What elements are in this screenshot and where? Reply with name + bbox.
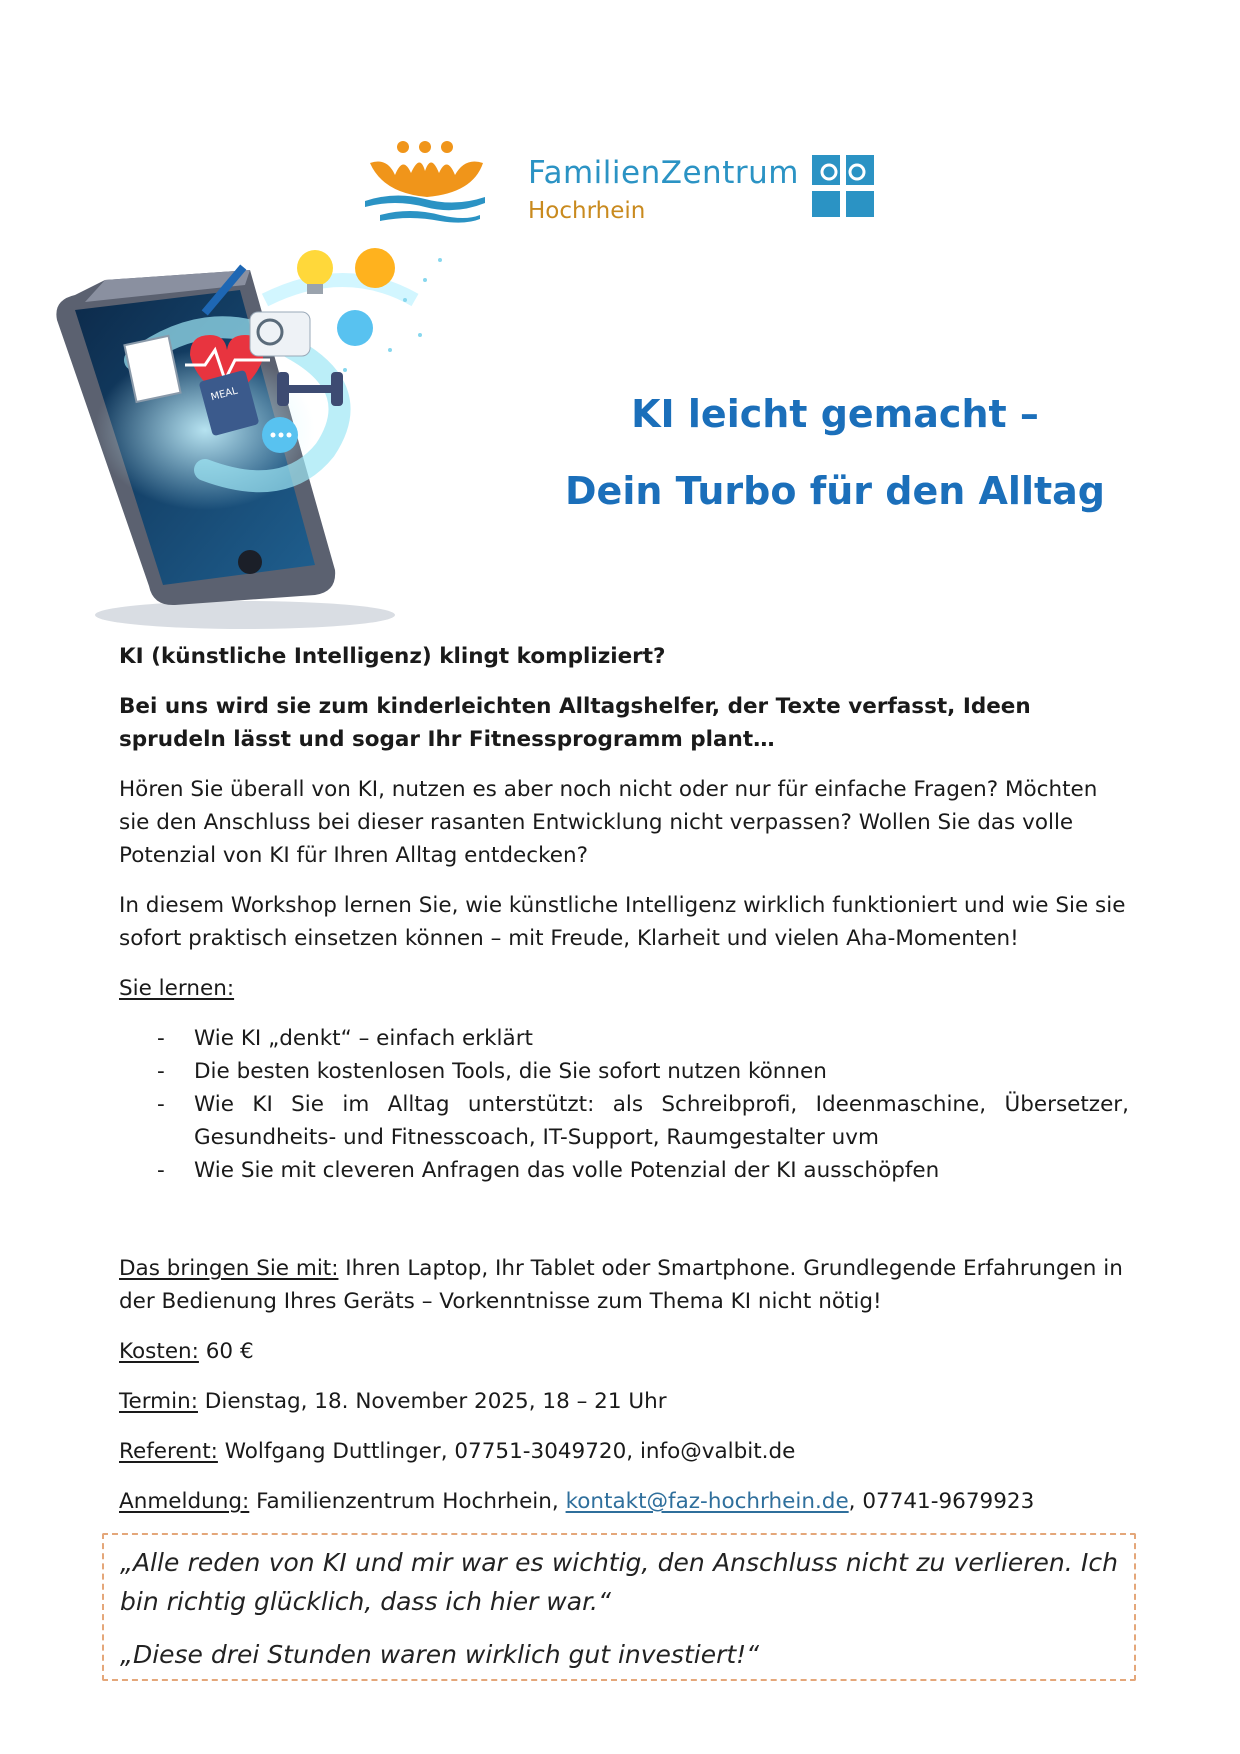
- speaker-label: Referent:: [119, 1439, 218, 1464]
- family-logo-icon: [365, 135, 515, 230]
- intro-paragraph-2: In diesem Workshop lernen Sie, wie künstliche Intelligenz wirklich funktioniert und wie Sie sie sofort praktisch einsetzen können – mit Freude, Klarheit und vielen Aha-Momenten!: [119, 893, 1126, 951]
- intro-paragraph-1: Hören Sie überall von KI, nutzen es aber noch nicht oder nur für einfache Fragen? Möchten sie den Anschluss bei dieser rasanten Entwicklung nicht verpassen? Wollen Sie das volle Potenzial von KI für Ihren Alltag entdecken?: [119, 777, 1098, 868]
- learn-heading: Sie lernen:: [119, 976, 235, 1001]
- date-label: Termin:: [119, 1389, 198, 1414]
- testimonial-quote: „Alle reden von KI und mir war es wichtig, den Anschluss nicht zu verlieren. Ich bin richtig glücklich, dass ich hier war.“: [120, 1548, 1118, 1616]
- cost-value: 60 €: [198, 1339, 254, 1364]
- signup-row: [119, 1485, 1129, 1518]
- learn-item: - Wie Sie mit cleveren Anfragen das volle Potenzial der KI ausschöpfen: [119, 1154, 1129, 1187]
- date-row: [119, 1385, 1129, 1418]
- meal-label: MEAL: [209, 385, 239, 404]
- bring-value: Ihren Laptop, Ihr Tablet oder Smartphone. Grundlegende Erfahrungen in der Bedienung Ihres Geräts – Vorkenntnisse zum Thema KI nicht nötig!: [119, 1256, 1123, 1314]
- main-content: [119, 640, 1129, 1535]
- speaker-row: [119, 1435, 1129, 1468]
- learn-item: - Wie KI „denkt“ – einfach erklärt: [119, 1022, 1129, 1055]
- signup-value: Familienzentrum Hochrhein,: [249, 1489, 566, 1514]
- cost-row: [119, 1335, 1129, 1368]
- diakonie-cross-icon: [812, 155, 874, 217]
- learn-item: - Die besten kostenlosen Tools, die Sie sofort nutzen können: [119, 1055, 1129, 1088]
- headline-line-1: KI leicht gemacht –: [631, 392, 1039, 436]
- intro-question: KI (künstliche Intelligenz) klingt kompliziert?: [119, 644, 666, 669]
- date-value: Dienstag, 18. November 2025, 18 – 21 Uhr: [197, 1389, 667, 1414]
- signup-label: Anmeldung:: [119, 1489, 250, 1514]
- headline-line-2: Dein Turbo für den Alltag: [565, 469, 1105, 513]
- brand-name: FamilienZentrum: [528, 155, 799, 191]
- bring-label: Das bringen Sie mit:: [119, 1256, 339, 1281]
- signup-email-link[interactable]: kontakt@faz-hochrhein.de: [565, 1489, 849, 1514]
- intro-lead: Bei uns wird sie zum kinderleichten Alltagshelfer, der Texte verfasst, Ideen sprudeln lässt und sogar Ihr Fitnessprogramm plant…: [119, 694, 1031, 752]
- learn-list: [119, 1022, 1129, 1187]
- header-logo: [365, 135, 885, 230]
- bring-row: [119, 1252, 1129, 1318]
- speaker-value: Wolfgang Duttlinger, 07751-3049720, info@valbit.de: [217, 1439, 796, 1464]
- brand-region: Hochrhein: [528, 198, 646, 224]
- learn-item: - Wie KI Sie im Alltag unterstützt: als Schreibprofi, Ideenmaschine, Übersetzer, Gesundheits- und Fitnesscoach, IT-Support, Raumgestalter uvm: [119, 1088, 1129, 1154]
- testimonial-box: [102, 1533, 1136, 1681]
- testimonial-quote: „Diese drei Stunden waren wirklich gut investiert!“: [120, 1640, 760, 1669]
- smartphone-ai-illustration-icon: [45, 240, 495, 640]
- signup-phone: , 07741-9679923: [848, 1489, 1035, 1514]
- cost-label: Kosten:: [119, 1339, 199, 1364]
